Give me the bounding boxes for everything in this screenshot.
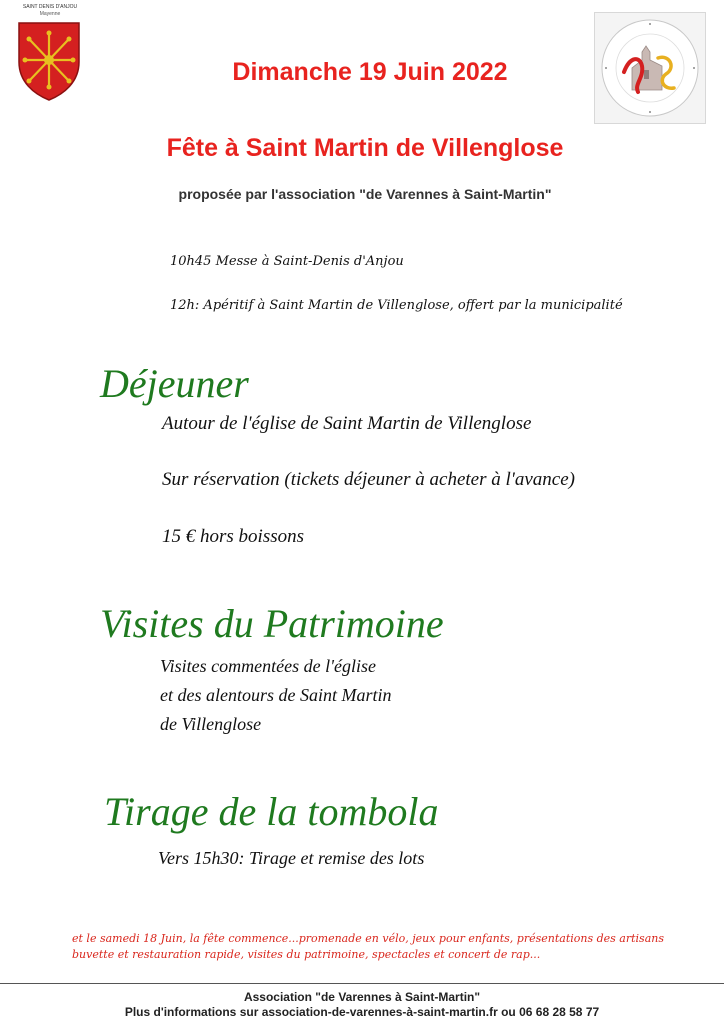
visites-line: de Villenglose	[160, 714, 262, 734]
visites-line: et des alentours de Saint Martin	[160, 685, 392, 705]
event-date: Dimanche 19 Juin 2022	[232, 58, 508, 86]
dejeuner-reservation: Sur réservation (tickets déjeuner à acheter à l'avance)	[162, 469, 575, 490]
association-logo-icon	[594, 12, 706, 124]
dejeuner-price: 15 € hors boissons	[162, 526, 304, 547]
saturday-note-line-1: et le samedi 18 Juin, la fête commence...promenade en vélo, jeux pour enfants, présentations des artisans	[72, 932, 664, 945]
visites-heading: Visites du Patrimoine	[100, 601, 444, 646]
footer-association: Association "de Varennes à Saint-Martin"	[243, 990, 481, 1004]
crest-caption: SAINT DENIS D'ANJOU	[22, 4, 78, 10]
visites-line: Visites commentées de l'église	[160, 656, 376, 676]
dejeuner-heading: Déjeuner	[100, 361, 249, 406]
organizer-line: proposée par l'association "de Varennes à Saint-Martin"	[178, 186, 552, 202]
coat-of-arms-icon	[16, 20, 82, 102]
schedule-item-aperitif: 12h: Apéritif à Saint Martin de Villenglose, offert par la municipalité	[170, 298, 623, 313]
event-title: Fête à Saint Martin de Villenglose	[166, 134, 564, 162]
tombola-heading: Tirage de la tombola	[104, 789, 439, 834]
crest-subcaption: Mayenne	[39, 11, 61, 17]
dejeuner-location: Autour de l'église de Saint Martin de Villenglose	[162, 413, 532, 434]
saturday-note-line-2: buvette et restauration rapide, visites du patrimoine, spectacles et concert de rap...	[72, 948, 541, 961]
footer-divider	[0, 983, 724, 984]
schedule-item-mass: 10h45 Messe à Saint-Denis d'Anjou	[170, 254, 404, 269]
visites-description	[160, 652, 391, 739]
tombola-time: Vers 15h30: Tirage et remise des lots	[158, 848, 425, 868]
crest-block	[14, 4, 86, 104]
footer-contact-info: Plus d'informations sur association-de-varennes-à-saint-martin.fr ou 06 68 28 58 77	[124, 1005, 600, 1019]
